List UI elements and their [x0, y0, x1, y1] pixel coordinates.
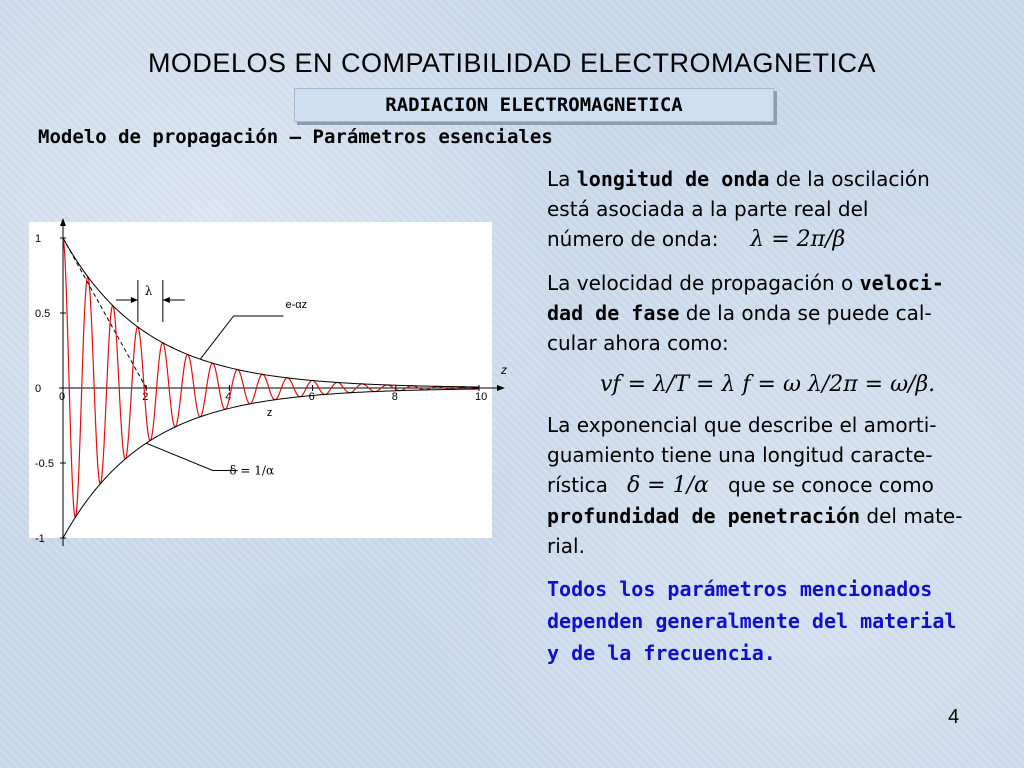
plot-svg — [29, 222, 507, 545]
page-number: 4 — [948, 706, 960, 728]
x-tick-label: 0 — [59, 391, 66, 403]
x-tick-label: 6 — [308, 391, 315, 403]
envelope-label: e-αz — [285, 299, 308, 311]
x-tick-label: 8 — [391, 391, 398, 403]
paragraph-skin-depth: La exponencial que describe el amorti- guamiento tiene una longitud caracte- rística δ = 1/α que se conoce como profundidad de penetración del mate- rial. — [547, 413, 963, 558]
y-tick-label: -0.5 — [35, 458, 54, 470]
lambda-arrowhead-left — [131, 297, 138, 303]
note-parameters: Todos los parámetros mencionados dependen generalmente del material y de la frecuencia. — [547, 577, 957, 665]
z-small-label: z — [266, 407, 273, 419]
x-tick-label: 4 — [225, 391, 232, 403]
wavelength-formula: λ = 2π/β — [750, 227, 846, 252]
slide-title: MODELOS EN COMPATIBILIDAD ELECTROMAGNETICA — [147, 48, 877, 78]
lambda-arrowhead-right — [163, 297, 170, 303]
envelope-leader — [200, 316, 283, 359]
x-tick-label: 2 — [142, 391, 149, 403]
x-tick-label: 10 — [475, 391, 488, 403]
damped-wave-plot — [29, 222, 507, 545]
skin-depth-formula: δ = 1/α — [626, 473, 709, 498]
y-tick-label: -1 — [35, 533, 45, 545]
tangent-dashed-line — [63, 238, 146, 388]
y-tick-label: 0 — [35, 383, 42, 395]
lambda-label: λ — [144, 284, 153, 298]
paragraph-phase-velocity: La velocidad de propagación o veloci- dad de fase de la onda se puede cal- cular ahora como: — [547, 271, 944, 355]
delta-label: δ = 1/α — [229, 463, 275, 478]
envelope-upper-line — [63, 238, 479, 387]
x-axis-arrow — [497, 385, 505, 391]
delta-leader — [146, 443, 238, 470]
phase-velocity-formula: vf = λ/T = λ f = ω λ/2π = ω/β. — [600, 372, 936, 397]
y-tick-label: 1 — [35, 233, 42, 245]
subtitle-box — [294, 88, 774, 122]
subtitle-text: RADIACION ELECTROMAGNETICA — [385, 94, 683, 116]
y-axis-arrow — [60, 218, 66, 226]
x-axis-label: z — [501, 363, 507, 377]
y-tick-label: 0.5 — [35, 308, 51, 320]
paragraph-wavelength: La longitud de onda de la oscilación está asociada a la parte real del número de onda: λ = 2π/β — [547, 167, 930, 252]
section-heading: Modelo de propagación – Parámetros esenciales — [38, 126, 553, 148]
